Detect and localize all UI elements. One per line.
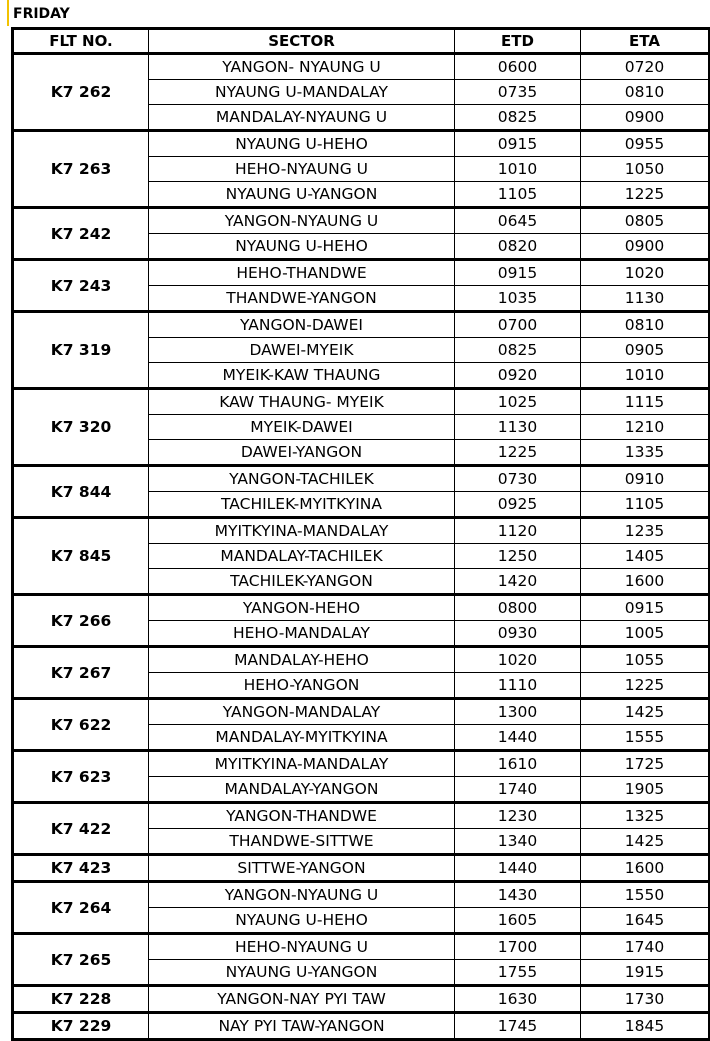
etd-cell: 1340: [455, 829, 581, 855]
etd-cell: 1630: [455, 986, 581, 1013]
eta-cell: 1325: [581, 803, 710, 829]
sector-cell: HEHO-NYAUNG U: [149, 157, 455, 182]
eta-cell: 1645: [581, 908, 710, 934]
etd-cell: 1430: [455, 882, 581, 908]
sector-cell: HEHO-THANDWE: [149, 260, 455, 286]
table-row: [13, 312, 710, 338]
eta-cell: 1845: [581, 1013, 710, 1040]
eta-cell: 0900: [581, 234, 710, 260]
header-row: [13, 29, 710, 54]
eta-cell: 1210: [581, 415, 710, 440]
table-row: [13, 699, 710, 725]
eta-cell: 1405: [581, 544, 710, 569]
eta-cell: 0900: [581, 105, 710, 131]
table-row: [13, 751, 710, 777]
etd-cell: 1440: [455, 725, 581, 751]
flight-number: K7 267: [13, 647, 149, 699]
sector-cell: SITTWE-YANGON: [149, 855, 455, 882]
table-row: [13, 54, 710, 80]
eta-cell: 1740: [581, 934, 710, 960]
table-row: [13, 466, 710, 492]
eta-cell: 1225: [581, 182, 710, 208]
eta-cell: 1730: [581, 986, 710, 1013]
eta-cell: 0810: [581, 80, 710, 105]
sector-cell: TACHILEK-MYITKYINA: [149, 492, 455, 518]
sector-cell: MANDALAY-NYAUNG U: [149, 105, 455, 131]
col-header-flt: FLT NO.: [13, 29, 149, 54]
etd-cell: 0930: [455, 621, 581, 647]
table-row: [13, 260, 710, 286]
eta-cell: 1915: [581, 960, 710, 986]
etd-cell: 1110: [455, 673, 581, 699]
eta-cell: 1010: [581, 363, 710, 389]
etd-cell: 1250: [455, 544, 581, 569]
eta-cell: 1425: [581, 829, 710, 855]
sector-cell: THANDWE-SITTWE: [149, 829, 455, 855]
sector-cell: DAWEI-MYEIK: [149, 338, 455, 363]
sector-cell: NYAUNG U-HEHO: [149, 131, 455, 157]
flight-number: K7 622: [13, 699, 149, 751]
eta-cell: 1050: [581, 157, 710, 182]
sector-cell: DAWEI-YANGON: [149, 440, 455, 466]
etd-cell: 1605: [455, 908, 581, 934]
flight-number: K7 845: [13, 518, 149, 595]
etd-cell: 0800: [455, 595, 581, 621]
eta-cell: 1115: [581, 389, 710, 415]
sector-cell: YANGON-NYAUNG U: [149, 882, 455, 908]
flight-number: K7 266: [13, 595, 149, 647]
etd-cell: 0825: [455, 338, 581, 363]
etd-cell: 1035: [455, 286, 581, 312]
sector-cell: YANGON-THANDWE: [149, 803, 455, 829]
etd-cell: 1025: [455, 389, 581, 415]
eta-cell: 1425: [581, 699, 710, 725]
sector-cell: NAY PYI TAW-YANGON: [149, 1013, 455, 1040]
sector-cell: YANGON-MANDALAY: [149, 699, 455, 725]
col-header-etd: ETD: [455, 29, 581, 54]
sector-cell: NYAUNG U-HEHO: [149, 908, 455, 934]
eta-cell: 1055: [581, 647, 710, 673]
sector-cell: MYITKYINA-MANDALAY: [149, 518, 455, 544]
table-row: [13, 208, 710, 234]
etd-cell: 0920: [455, 363, 581, 389]
etd-cell: 0735: [455, 80, 581, 105]
eta-cell: 1550: [581, 882, 710, 908]
etd-cell: 1300: [455, 699, 581, 725]
flight-number: K7 242: [13, 208, 149, 260]
eta-cell: 0905: [581, 338, 710, 363]
sector-cell: HEHO-MANDALAY: [149, 621, 455, 647]
sector-cell: MYEIK-DAWEI: [149, 415, 455, 440]
eta-cell: 1235: [581, 518, 710, 544]
etd-cell: 1020: [455, 647, 581, 673]
sector-cell: MANDALAY-HEHO: [149, 647, 455, 673]
etd-cell: 0915: [455, 131, 581, 157]
sector-cell: YANGON-HEHO: [149, 595, 455, 621]
eta-cell: 1005: [581, 621, 710, 647]
etd-cell: 1105: [455, 182, 581, 208]
table-row: [13, 803, 710, 829]
etd-cell: 1745: [455, 1013, 581, 1040]
eta-cell: 0955: [581, 131, 710, 157]
sector-cell: MANDALAY-YANGON: [149, 777, 455, 803]
sector-cell: NYAUNG U-YANGON: [149, 960, 455, 986]
etd-cell: 1230: [455, 803, 581, 829]
etd-cell: 0700: [455, 312, 581, 338]
table-row: [13, 647, 710, 673]
table-row: [13, 855, 710, 882]
flight-number: K7 262: [13, 54, 149, 131]
table-row: [13, 131, 710, 157]
sector-cell: MYEIK-KAW THAUNG: [149, 363, 455, 389]
sector-cell: HEHO-NYAUNG U: [149, 934, 455, 960]
sector-cell: HEHO-YANGON: [149, 673, 455, 699]
eta-cell: 1225: [581, 673, 710, 699]
eta-cell: 1600: [581, 569, 710, 595]
sector-cell: TACHILEK-YANGON: [149, 569, 455, 595]
flight-number: K7 319: [13, 312, 149, 389]
flight-number: K7 228: [13, 986, 149, 1013]
etd-cell: 1010: [455, 157, 581, 182]
flight-number: K7 263: [13, 131, 149, 208]
flight-number: K7 422: [13, 803, 149, 855]
etd-cell: 1225: [455, 440, 581, 466]
eta-cell: 1555: [581, 725, 710, 751]
flight-number: K7 320: [13, 389, 149, 466]
sector-cell: NYAUNG U-MANDALAY: [149, 80, 455, 105]
etd-cell: 1420: [455, 569, 581, 595]
table-row: [13, 389, 710, 415]
sector-cell: THANDWE-YANGON: [149, 286, 455, 312]
etd-cell: 0825: [455, 105, 581, 131]
table-row: [13, 518, 710, 544]
flight-schedule-table: [11, 27, 710, 1041]
table-row: [13, 986, 710, 1013]
sector-cell: MANDALAY-TACHILEK: [149, 544, 455, 569]
sector-cell: MANDALAY-MYITKYINA: [149, 725, 455, 751]
etd-cell: 0925: [455, 492, 581, 518]
eta-cell: 1335: [581, 440, 710, 466]
etd-cell: 0820: [455, 234, 581, 260]
eta-cell: 1020: [581, 260, 710, 286]
etd-cell: 1740: [455, 777, 581, 803]
sector-cell: YANGON-NAY PYI TAW: [149, 986, 455, 1013]
sector-cell: YANGON-DAWEI: [149, 312, 455, 338]
sector-cell: KAW THAUNG- MYEIK: [149, 389, 455, 415]
etd-cell: 0730: [455, 466, 581, 492]
table-row: [13, 595, 710, 621]
col-header-sector: SECTOR: [149, 29, 455, 54]
eta-cell: 0910: [581, 466, 710, 492]
flight-number: K7 243: [13, 260, 149, 312]
sector-cell: YANGON- NYAUNG U: [149, 54, 455, 80]
flight-number: K7 265: [13, 934, 149, 986]
sector-cell: YANGON-TACHILEK: [149, 466, 455, 492]
day-title: FRIDAY: [7, 0, 213, 26]
etd-cell: 1700: [455, 934, 581, 960]
eta-cell: 1905: [581, 777, 710, 803]
etd-cell: 1440: [455, 855, 581, 882]
eta-cell: 1130: [581, 286, 710, 312]
eta-cell: 1600: [581, 855, 710, 882]
etd-cell: 1610: [455, 751, 581, 777]
sector-cell: NYAUNG U-YANGON: [149, 182, 455, 208]
eta-cell: 0810: [581, 312, 710, 338]
flight-number: K7 264: [13, 882, 149, 934]
sector-cell: MYITKYINA-MANDALAY: [149, 751, 455, 777]
eta-cell: 0720: [581, 54, 710, 80]
flight-number: K7 229: [13, 1013, 149, 1040]
etd-cell: 0600: [455, 54, 581, 80]
col-header-eta: ETA: [581, 29, 710, 54]
sector-cell: YANGON-NYAUNG U: [149, 208, 455, 234]
etd-cell: 1120: [455, 518, 581, 544]
eta-cell: 1725: [581, 751, 710, 777]
etd-cell: 0915: [455, 260, 581, 286]
flight-number: K7 423: [13, 855, 149, 882]
etd-cell: 0645: [455, 208, 581, 234]
etd-cell: 1130: [455, 415, 581, 440]
eta-cell: 0915: [581, 595, 710, 621]
table-row: [13, 882, 710, 908]
eta-cell: 0805: [581, 208, 710, 234]
etd-cell: 1755: [455, 960, 581, 986]
table-row: [13, 934, 710, 960]
flight-number: K7 844: [13, 466, 149, 518]
schedule-body: [13, 54, 710, 1040]
eta-cell: 1105: [581, 492, 710, 518]
table-row: [13, 1013, 710, 1040]
sector-cell: NYAUNG U-HEHO: [149, 234, 455, 260]
flight-number: K7 623: [13, 751, 149, 803]
